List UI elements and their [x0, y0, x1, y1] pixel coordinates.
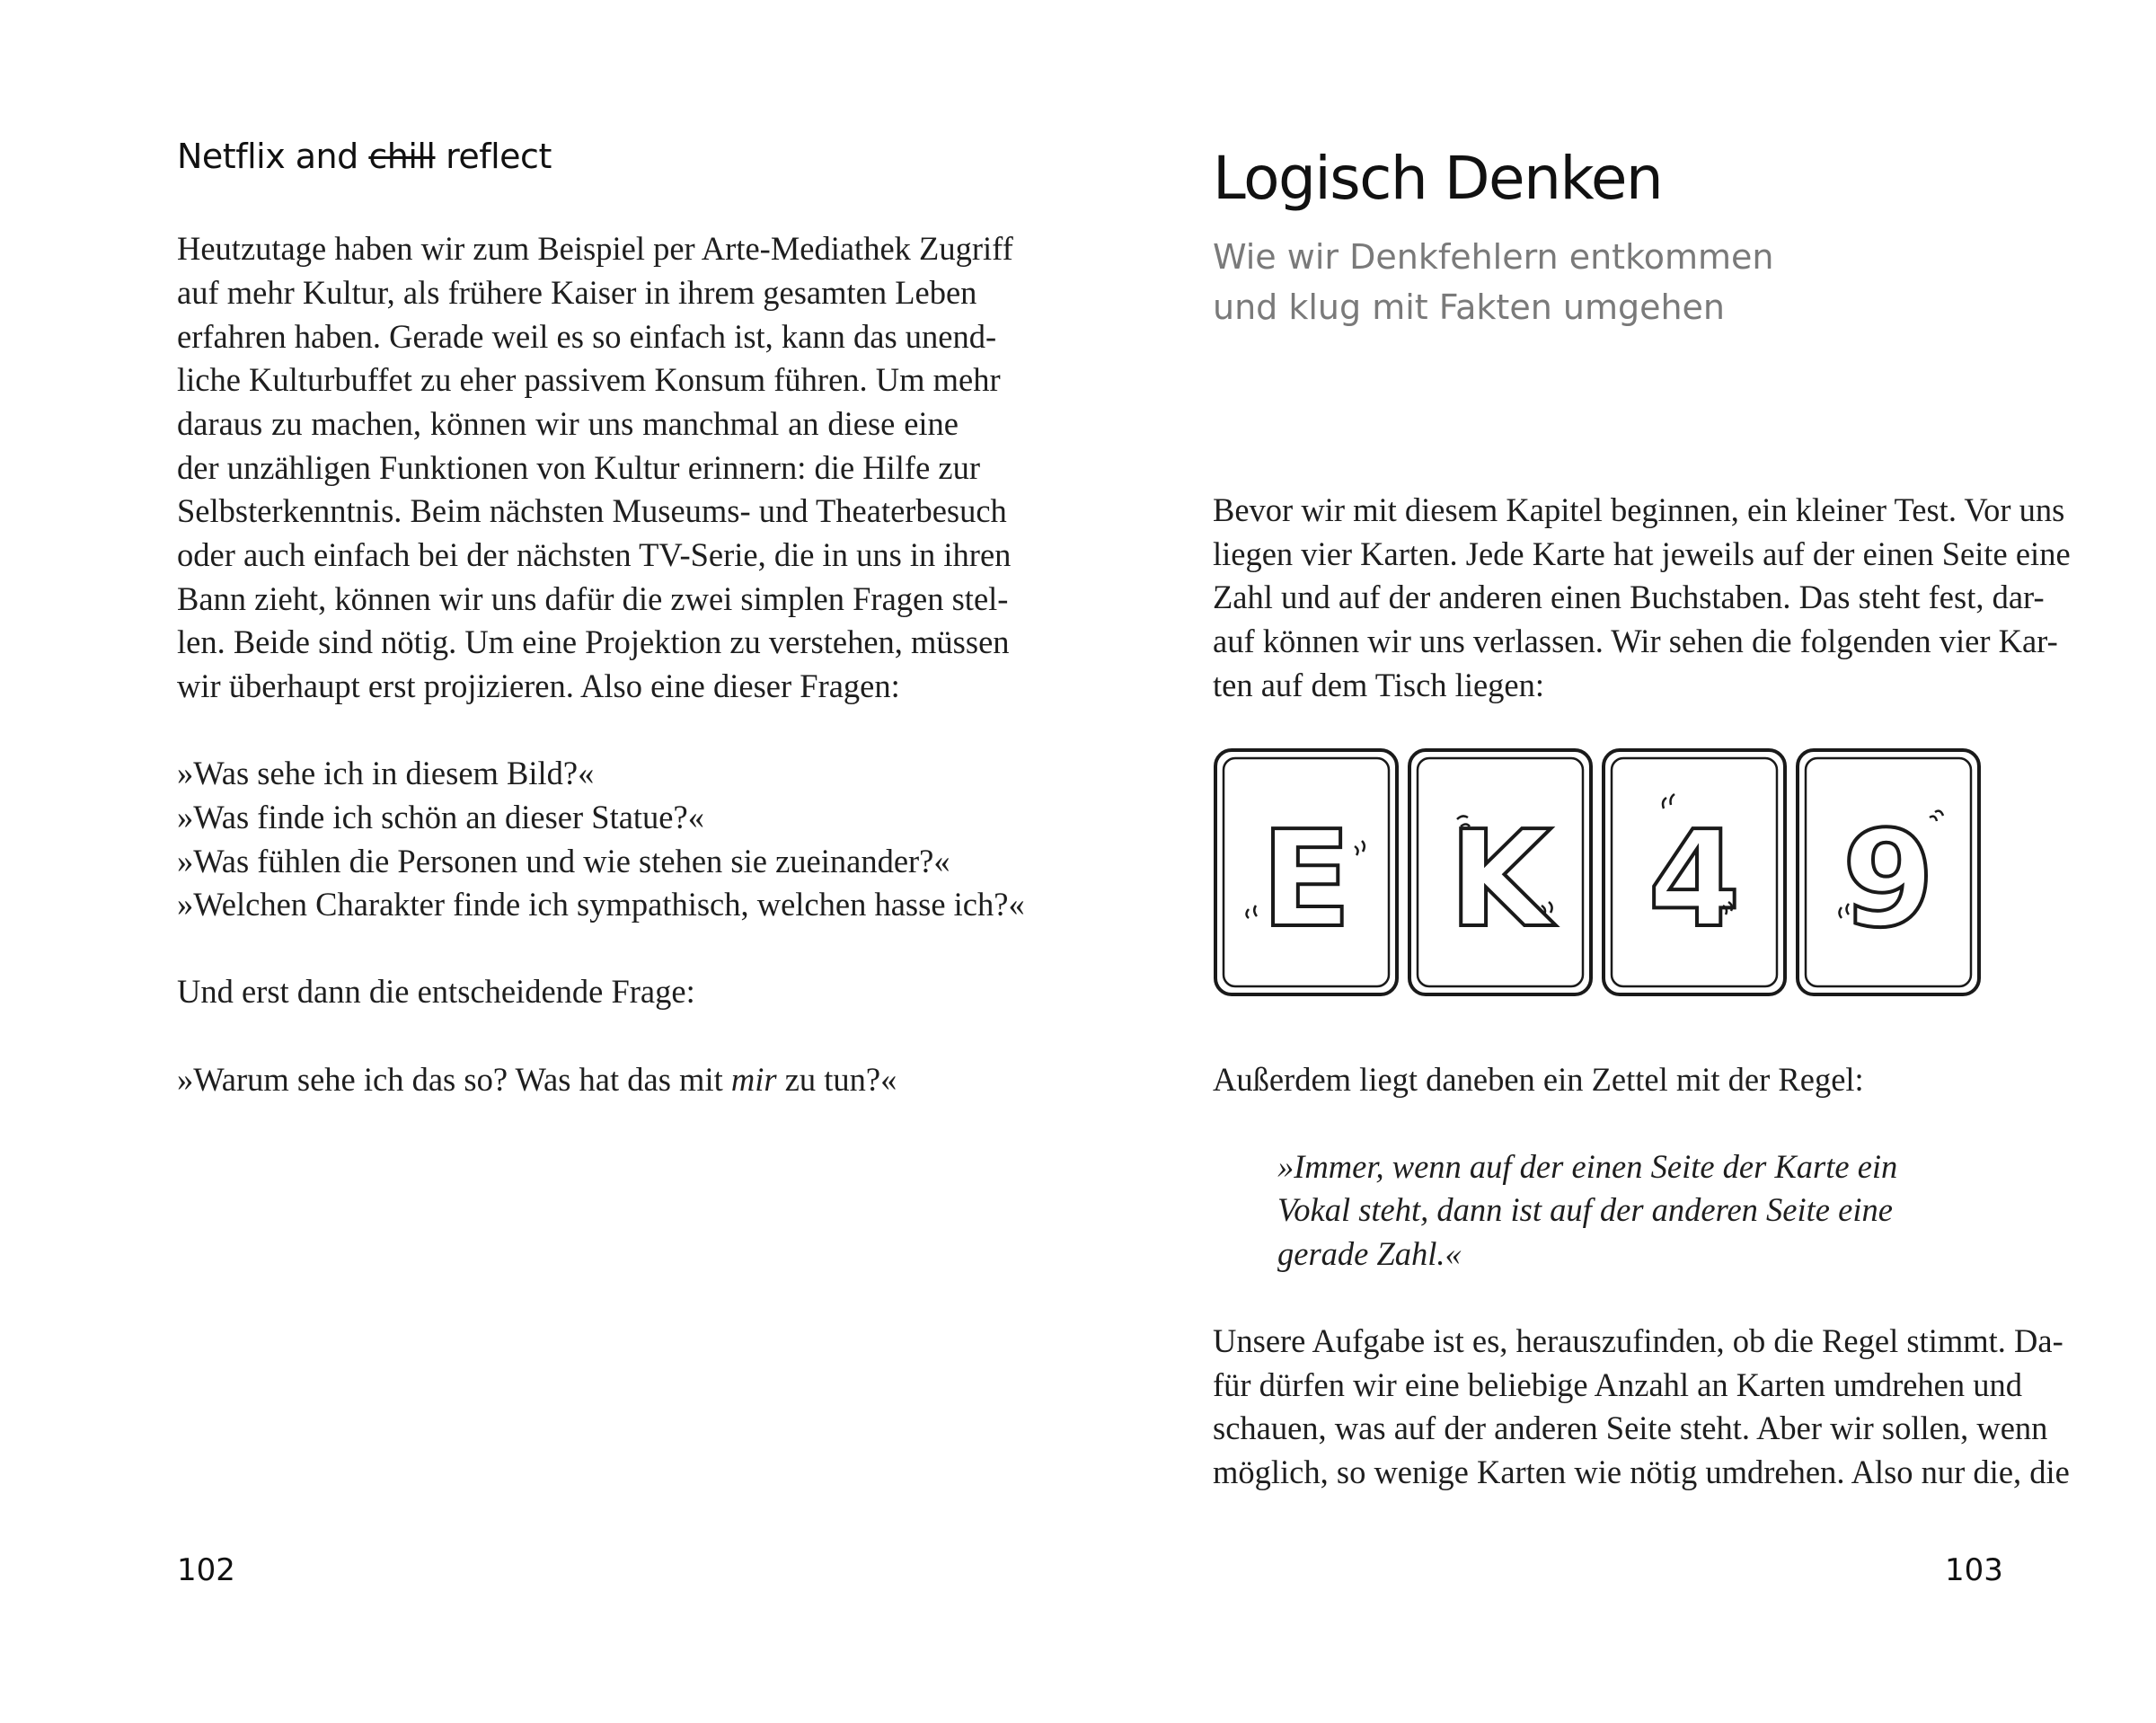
rule-intro: Außerdem liegt daneben ein Zettel mit der Regel: [1213, 1061, 1864, 1098]
text-line: der unzähligen Funktionen von Kultur erinnern: die Hilfe zur [177, 449, 981, 486]
card-4 [1604, 750, 1785, 994]
text-line: Zahl und auf der anderen einen Buchstaben. Das steht fest, dar- [1213, 579, 2045, 615]
question-item: »Was finde ich schön an dieser Statue?« [177, 799, 704, 835]
rule-quote-line: »Immer, wenn auf der einen Seite der Karte ein [1277, 1148, 1898, 1185]
right-page [1078, 0, 2156, 1723]
question-item: »Was sehe ich in diesem Bild?« [177, 755, 595, 791]
text-line: wir überhaupt erst projizieren. Also eine dieser Fragen: [177, 667, 900, 704]
text-line: für dürfen wir eine beliebige Anzahl an Karten umdrehen und [1213, 1366, 2023, 1403]
card-e [1215, 750, 1397, 994]
text-line: Bevor wir mit diesem Kapitel beginnen, ein kleiner Test. Vor uns [1213, 491, 2065, 528]
card-9 [1798, 750, 1979, 994]
text-line: erfahren haben. Gerade weil es so einfach ist, kann das unend- [177, 318, 997, 355]
card-label: 4 [1648, 802, 1741, 957]
page-number-right: 103 [1945, 1552, 2003, 1588]
chapter-title: Logisch Denken [1213, 144, 1663, 213]
running-head [177, 137, 552, 176]
transition-line: Und erst dann die entscheidende Frage: [177, 973, 695, 1010]
card-label: 9 [1842, 802, 1935, 957]
question-item: »Was fühlen die Personen und wie stehen sie zueinander?« [177, 843, 950, 879]
text-line: len. Beide sind nötig. Um eine Projektion zu verstehen, müssen [177, 623, 1010, 660]
chapter-subtitle-line: Wie wir Denkfehlern entkommen [1213, 237, 1774, 277]
final-question [177, 1060, 897, 1099]
page-number-left: 102 [177, 1552, 235, 1588]
text-line: schauen, was auf der anderen Seite steht. Aber wir sollen, wenn [1213, 1409, 2048, 1446]
running-head-suffix: reflect [435, 137, 552, 176]
text-line: oder auch einfach bei der nächsten TV-Serie, die in uns in ihren [177, 536, 1012, 573]
text-line: Heutzutage haben wir zum Beispiel per Arte-Mediathek Zugriff [177, 230, 1013, 267]
text-line: möglich, so wenige Karten wie nötig umdrehen. Also nur die, die [1213, 1454, 2070, 1490]
text-line: daraus zu machen, können wir uns manchmal an diese eine [177, 405, 959, 442]
final-question-before: »Warum sehe ich das so? Was hat das mit [177, 1061, 731, 1098]
running-head-struck-word: chill [368, 137, 436, 176]
card-label: E [1260, 802, 1352, 957]
text-line: Bann zieht, können wir uns dafür die zwei simplen Fragen stel- [177, 580, 1009, 617]
chapter-subtitle-line: und klug mit Fakten umgehen [1213, 287, 1726, 327]
text-line: liegen vier Karten. Jede Karte hat jeweils auf der einen Seite eine [1213, 535, 2071, 572]
text-line: Unsere Aufgabe ist es, herauszufinden, ob die Regel stimmt. Da- [1213, 1322, 2063, 1359]
cards-illustration [1213, 747, 1994, 1001]
text-line: ten auf dem Tisch liegen: [1213, 667, 1545, 703]
text-line: auf mehr Kultur, als frühere Kaiser in ihrem gesamten Leben [177, 274, 977, 311]
final-question-emphasis: mir [730, 1061, 777, 1098]
final-question-after: zu tun?« [776, 1061, 897, 1098]
card-label: K [1448, 802, 1552, 957]
text-line: Selbsterkenntnis. Beim nächsten Museums- und Theaterbesuch [177, 492, 1007, 529]
text-line: liche Kulturbuffet zu eher passivem Konsum führen. Um mehr [177, 361, 1001, 398]
rule-quote-line: Vokal steht, dann ist auf der anderen Seite eine [1277, 1191, 1893, 1228]
rule-quote-line: gerade Zahl.« [1277, 1235, 1462, 1272]
running-head-prefix: Netflix and [177, 137, 369, 176]
question-item: »Welchen Charakter finde ich sympathisch, welchen hasse ich?« [177, 886, 1025, 923]
text-line: auf können wir uns verlassen. Wir sehen die folgenden vier Kar- [1213, 623, 2058, 659]
card-k [1409, 750, 1591, 994]
